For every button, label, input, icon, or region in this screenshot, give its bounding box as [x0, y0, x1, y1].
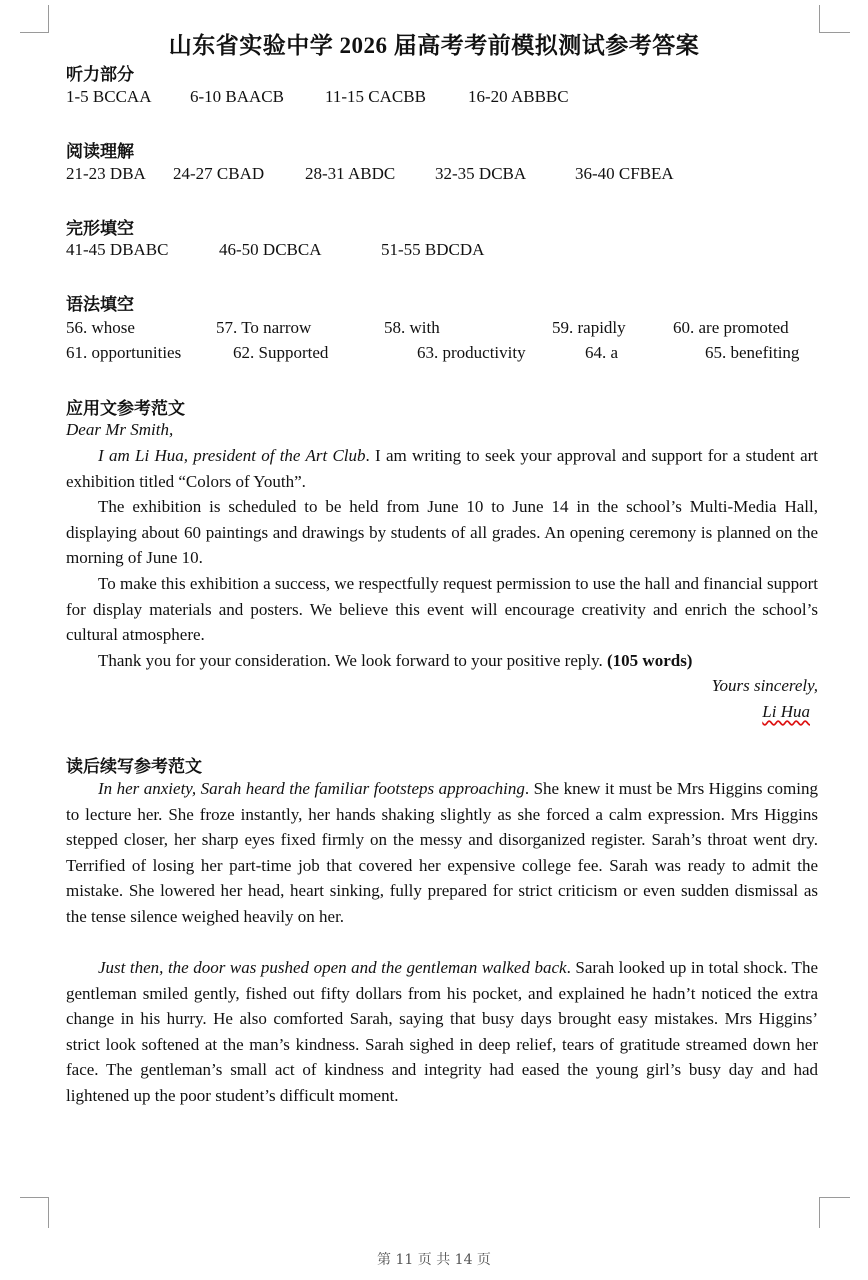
letter-heading: 应用文参考范文 — [66, 399, 185, 418]
answer-group: 41-45 DBABC — [66, 240, 169, 259]
grammar-answer: 56. whose — [66, 318, 135, 337]
letter-closing-sentence: Thank you for your consideration. We look forward to your positive reply. — [98, 651, 607, 670]
grammar-answer: 62. Supported — [233, 343, 329, 362]
continuation-p1-opening: In her anxiety, Sarah heard the familiar footsteps approaching — [98, 779, 525, 798]
letter-closing: Yours sincerely, — [711, 676, 818, 695]
grammar-answer: 57. To narrow — [216, 318, 312, 337]
answer-group: 46-50 DCBCA — [219, 240, 322, 259]
answer-group: 11-15 CACBB — [325, 87, 426, 106]
continuation-p2-opening: Just then, the door was pushed open and the gentleman walked back — [98, 958, 567, 977]
letter-paragraph — [66, 648, 818, 674]
grammar-answer: 60. are promoted — [673, 318, 789, 337]
grammar-answer: 63. productivity — [417, 343, 526, 362]
page-title: 山东省实验中学 2026 届高考考前模拟测试参考答案 — [168, 33, 700, 58]
letter-intro-italic: I am Li Hua, president of the Art Club — [98, 446, 366, 465]
letter-paragraph: The exhibition is scheduled to be held from June 10 to June 14 in the school’s Multi-Media Hall, displaying about 60 paintings and drawings by students of all grades. An opening ceremony is planned on the morning of June 10. — [66, 497, 818, 568]
grammar-heading: 语法填空 — [66, 295, 134, 314]
answer-group: 36-40 CFBEA — [575, 164, 674, 183]
answer-group: 32-35 DCBA — [435, 164, 527, 183]
letter-paragraph — [66, 443, 818, 494]
answer-group: 1-5 BCCAA — [66, 87, 152, 106]
continuation-paragraph — [66, 776, 818, 930]
grammar-answer: 65. benefiting — [705, 343, 800, 362]
reading-heading: 阅读理解 — [66, 142, 134, 161]
answer-group: 28-31 ABDC — [305, 164, 396, 183]
listening-heading: 听力部分 — [66, 65, 134, 84]
crop-mark-bottom-right — [819, 1197, 850, 1228]
answer-group: 21-23 DBA — [66, 164, 146, 183]
letter-salutation: Dear Mr Smith, — [66, 420, 174, 439]
grammar-answer: 58. with — [384, 318, 440, 337]
grammar-answer: 61. opportunities — [66, 343, 182, 362]
cloze-heading: 完形填空 — [66, 219, 134, 238]
continuation-heading: 读后续写参考范文 — [66, 757, 202, 776]
grammar-answer: 59. rapidly — [552, 318, 626, 337]
answer-group: 24-27 CBAD — [173, 164, 265, 183]
answer-group: 16-20 ABBBC — [468, 87, 569, 106]
crop-mark-bottom-left — [20, 1197, 49, 1228]
letter-intro-rest: . I am writing to seek your approval and support for a student art exhibition titled “Colors of Youth”. — [66, 446, 818, 491]
page-number-footer: 第 11 页 共 14 页 — [377, 1252, 491, 1268]
continuation-p1-rest: . She knew it must be Mrs Higgins coming to lecture her. She froze instantly, her hands shaking slightly as she forced a calm expression. Mrs Higgins stepped closer, her sharp eyes fixed firmly on the messy and disorganized register. Sarah’s throat went dry. Terrified of losing her part-time job that covered her expensive college fee. Sarah was ready to admit the mistake. She lowered her head, heart sinking, fully prepared for strict criticism or even sudden dismissal as the tense silence weighed heavily on her. — [66, 779, 818, 926]
letter-paragraph: To make this exhibition a success, we respectfully request permission to use the hall and financial support for display materials and posters. We believe this event will encourage creativity and enrich the school’s cultural atmosphere. — [66, 574, 818, 645]
word-count: (105 words) — [607, 651, 693, 670]
answer-group: 51-55 BDCDA — [381, 240, 485, 259]
letter-signature — [762, 702, 810, 722]
signature-name: Li Hua — [762, 702, 810, 721]
grammar-answer: 64. a — [585, 343, 619, 362]
answer-group: 6-10 BAACB — [190, 87, 284, 106]
continuation-p2-rest: . Sarah looked up in total shock. The gentleman smiled gently, fished out fifty dollars from his pocket, and explained he hadn’t noticed the extra change in his hurry. He also comforted Sarah, saying that busy days brought easy mistakes. Mrs Higgins’ strict look softened at the man’s kindness. Sarah sighed in deep relief, tears of gratitude streamed down her face. The gentleman’s small act of kindness and integrity had eased the young girl’s busy day and had lightened up the poor student’s difficult moment. — [66, 958, 818, 1105]
continuation-paragraph — [66, 955, 818, 1109]
